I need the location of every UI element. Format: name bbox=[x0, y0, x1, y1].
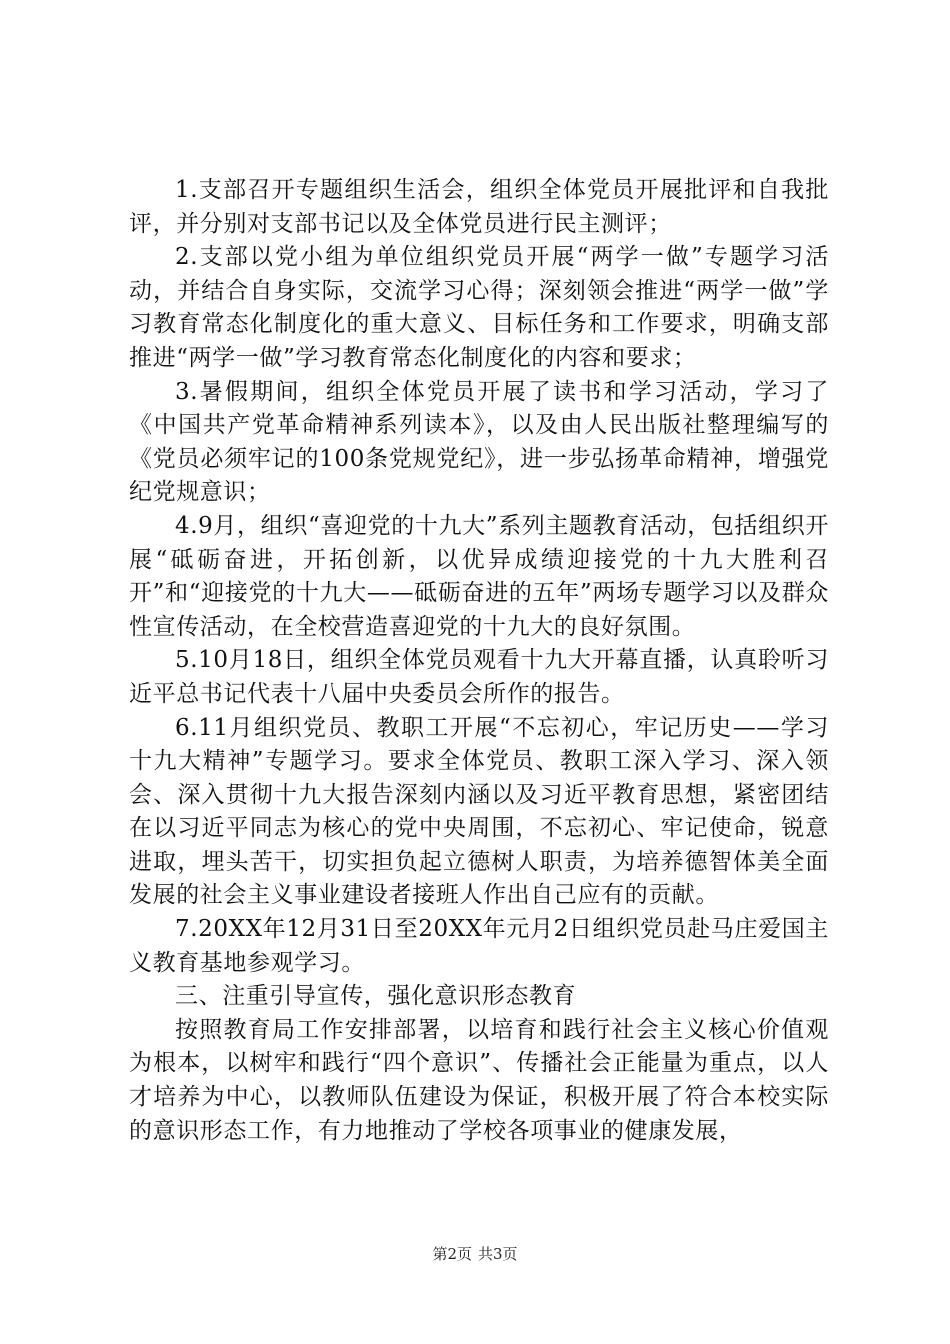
paragraph-item-2: 2.支部以党小组为单位组织党员开展“两学一做”专题学习活动，并结合自身实际，交流学习心得；深刻领会推进“两学一做”学习教育常态化制度化的重大意义、目标任务和工作要求，明确支部推进“两学一做”学习教育常态化制度化的内容和要求； bbox=[129, 244, 829, 371]
paragraph-item-6: 6.11月组织党员、教职工开展“不忘初心，牢记历史——学习十九大精神”专题学习。要求全体党员、教职工深入学习、深入领会、深入贯彻十九大报告深刻内涵以及习近平教育思想，紧密团结在以习近平同志为核心的党中央周围，不忘初心、牢记使命，锐意进取，埋头苦干，切实担负起立德树人职责，为培养德智体美全面发展的社会主义事业建设者接班人作出自己应有的贡献。 bbox=[129, 714, 829, 909]
paragraph-item-7: 7.20XX年12月31日至20XX年元月2日组织党员赴马庄爱国主义教育基地参观学习。 bbox=[129, 916, 829, 976]
paragraph-item-4: 4.9月，组织“喜迎党的十九大”系列主题教育活动，包括组织开展“砥砺奋进，开拓创新，以优异成绩迎接党的十九大胜利召开”和“迎接党的十九大——砥砺奋进的五年”两场专题学习以及群众性宣传活动，在全校营造喜迎党的十九大的良好氛围。 bbox=[129, 512, 829, 640]
section-heading: 三、注重引导宣传，强化意识形态教育 bbox=[175, 983, 577, 1010]
paragraph-item-3: 3.暑假期间，组织全体党员开展了读书和学习活动，学习了《中国共产党革命精神系列读本》，以及由人民出版社整理编写的《党员必须牢记的100条党规党纪》，进一步弘扬革命精神，增强党纪党规意识； bbox=[129, 378, 829, 506]
paragraph-section-intro: 按照教育局工作安排部署，以培育和践行社会主义核心价值观为根本，以树牢和践行“四个意识”、传播社会正能量为重点，以人才培养为中心，以教师队伍建设为保证，积极开展了符合本校实际的意识形态工作，有力地推动了学校各项事业的健康发展， bbox=[129, 1016, 829, 1144]
page-footer bbox=[0, 1243, 950, 1264]
page-number: 第2页 bbox=[432, 1245, 472, 1263]
paragraph-item-1: 1.支部召开专题组织生活会，组织全体党员开展批评和自我批评，并分别对支部书记以及全体党员进行民主测评； bbox=[129, 177, 829, 237]
page-total: 共3页 bbox=[478, 1245, 518, 1263]
paragraph-item-5: 5.10月18日，组织全体党员观看十九大开幕直播，认真聆听习近平总书记代表十八届中央委员会所作的报告。 bbox=[129, 647, 829, 707]
document-body bbox=[129, 174, 829, 1148]
